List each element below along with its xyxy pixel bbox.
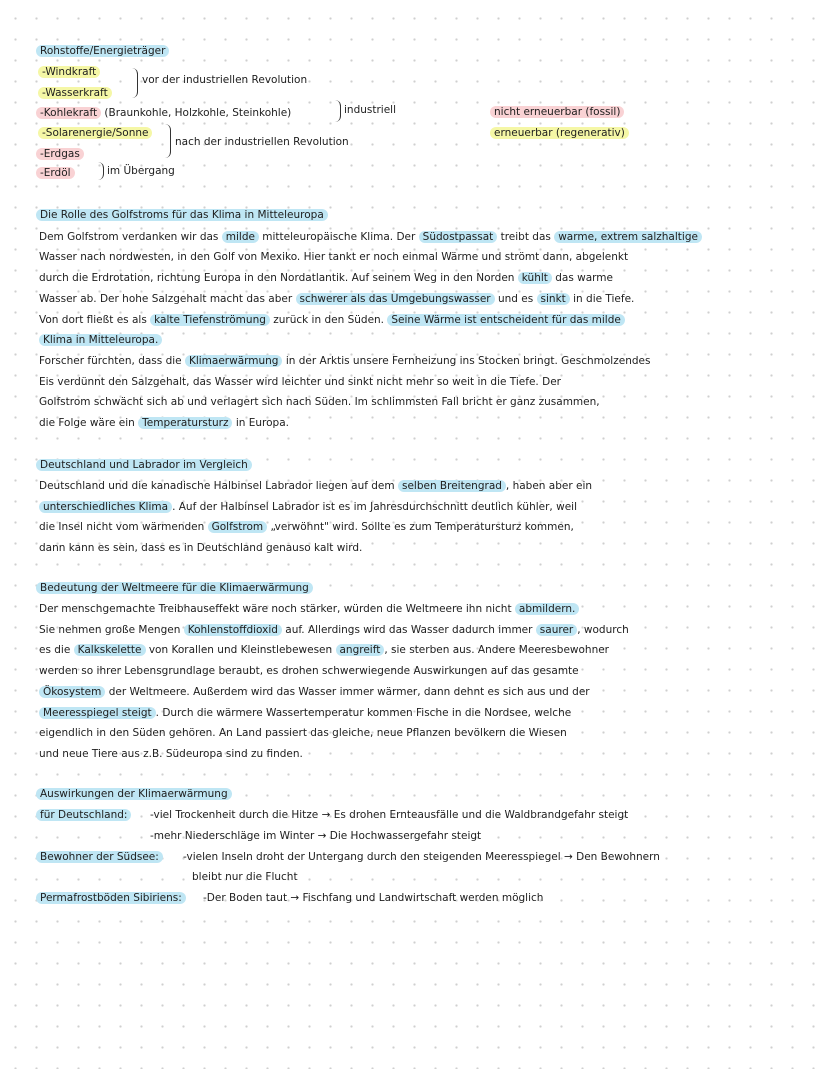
oceans-line: Sie nehmen große Mengen Kohlenstoffdioxid auf. Allerdings wird das Wasser dadurch immer saurer , wodurch (39, 624, 629, 636)
oceans-line: eigendlich in den Süden gehören. An Land passiert das gleiche, neue Pflanzen bevölkern die Wiesen (39, 727, 567, 739)
energy-item-oil: -Erdöl (36, 166, 75, 180)
oceans-line: es die Kalkskelette von Korallen und Kleinstlebewesen angreift , sie sterben aus. Andere Meeresbewohner (39, 644, 610, 656)
brace-post-industrial (165, 124, 171, 158)
labrador-line: Deutschland und die kanadische Halbinsel Labrador liegen auf dem selben Breitengrad , haben aber ein (39, 480, 593, 492)
energy-item-water: -Wasserkraft (38, 86, 112, 100)
gulf-line: Wasser ab. Der hohe Salzgehalt macht das aber schwerer als das Umgebungswasser und es sinkt in die Tiefe. (39, 293, 635, 305)
gulf-line: Golfstrom schwächt sich ab und verlagert sich nach Süden. Im schlimmsten Fall bricht er ganz zusammen, (39, 396, 600, 408)
gulf-line: Dem Golfstrom verdanken wir das milde mitteleuropäische Klima. Der Südostpassat treibt das warme, extrem salzhaltige (39, 230, 702, 244)
effects-permafrost-1: -Der Boden taut → Fischfang und Landwirtschaft werden möglich (203, 892, 544, 904)
gulf-line: Forscher fürchten, dass die Klimaerwärmung in der Arktis unsere Fernheizung ins Stocken bringt. Geschmolzendes (39, 355, 651, 367)
oceans-line: Ökosystem der Weltmeere. Außerdem wird das Wasser immer wärmer, dann dehnt es sich aus und der (39, 685, 590, 699)
effects-germany-2: -mehr Niederschläge im Winter → Die Hochwassergefahr steigt (150, 830, 482, 842)
labrador-title: Deutschland und Labrador im Vergleich (36, 458, 252, 472)
oceans-line: Der menschgemachte Treibhauseffekt wäre noch stärker, würden die Weltmeere ihn nicht abmildern. (39, 602, 579, 616)
energy-item-coal: -Kohlekraft (Braunkohle, Holzkohle, Steinkohle) (36, 106, 291, 120)
effects-label-germany: für Deutschland: (36, 808, 131, 822)
gulf-line: durch die Erdrotation, richtung Europa in den Nordatlantik. Auf seinem Weg in den Norden kühlt das warme (39, 272, 613, 284)
energy-item-wind: -Windkraft (38, 65, 100, 79)
label-pre-industrial: vor der industriellen Revolution (142, 74, 308, 86)
effects-label-southsea: Bewohner der Südsee: (36, 850, 163, 864)
labrador-line: unterschiedliches Klima . Auf der Halbinsel Labrador ist es im Jahresdurchschnitt deutlich kühler, weil (39, 500, 577, 514)
brace-transition (98, 162, 104, 180)
oceans-line: und neue Tiere aus z.B. Südeuropa sind zu finden. (39, 748, 303, 760)
gulf-title: Die Rolle des Golfstroms für das Klima in Mitteleuropa (36, 208, 328, 222)
labrador-line: die Insel nicht vom wärmenden Golfstrom „verwöhnt" wird. Sollte es zum Temperatursturz kommen, (39, 521, 574, 533)
oceans-line: Meeresspiegel steigt . Durch die wärmere Wassertemperatur kommen Fische in die Nordsee, welche (39, 706, 571, 720)
effects-germany-1: -viel Trockenheit durch die Hitze → Es drohen Ernteausfälle und die Waldbrandgefahr steigt (150, 809, 629, 821)
gulf-line: Klima in Mitteleuropa. (39, 333, 162, 347)
effects-title: Auswirkungen der Klimaerwärmung (36, 787, 232, 801)
legend-renewable: erneuerbar (regenerativ) (490, 126, 629, 140)
gulf-line: Eis verdünnt den Salzgehalt, das Wasser wird leichter und sinkt nicht mehr so weit in die Tiefe. Der (39, 376, 561, 388)
energy-item-solar: -Solarenergie/Sonne (38, 126, 152, 140)
effects-southsea-2: bleibt nur die Flucht (192, 871, 298, 883)
label-transition: im Übergang (107, 165, 175, 177)
legend-nonrenewable: nicht erneuerbar (fossil) (490, 105, 624, 119)
gulf-line: Wasser nach nordwesten, in den Golf von Mexiko. Hier tankt er noch einmal Wärme und strömt dann, abgelenkt (39, 251, 629, 263)
label-post-industrial: nach der industriellen Revolution (175, 136, 349, 148)
gulf-line: die Folge wäre ein Temperatursturz in Europa. (39, 417, 289, 429)
oceans-title: Bedeutung der Weltmeere für die Klimaerwärmung (36, 581, 313, 595)
brace-pre-industrial (132, 68, 138, 98)
effects-southsea-1: -vielen Inseln droht der Untergang durch den steigenden Meeresspiegel → Den Bewohnern (183, 851, 660, 863)
label-industrial: industriell (344, 104, 397, 116)
gulf-line: Von dort fließt es als kalte Tiefenströmung zurück in den Süden. Seine Wärme ist entscheident für das milde (39, 313, 625, 327)
effects-label-permafrost: Permafrostböden Sibiriens: (36, 891, 186, 905)
energy-item-gas: -Erdgas (36, 147, 84, 161)
brace-industrial (335, 100, 341, 122)
energy-title: Rohstoffe/Energieträger (36, 44, 169, 58)
oceans-line: werden so ihrer Lebensgrundlage beraubt, es drohen schwerwiegende Auswirkungen auf das gesamte (39, 665, 579, 677)
labrador-line: dann kann es sein, dass es in Deutschland genauso kalt wird. (39, 542, 363, 554)
